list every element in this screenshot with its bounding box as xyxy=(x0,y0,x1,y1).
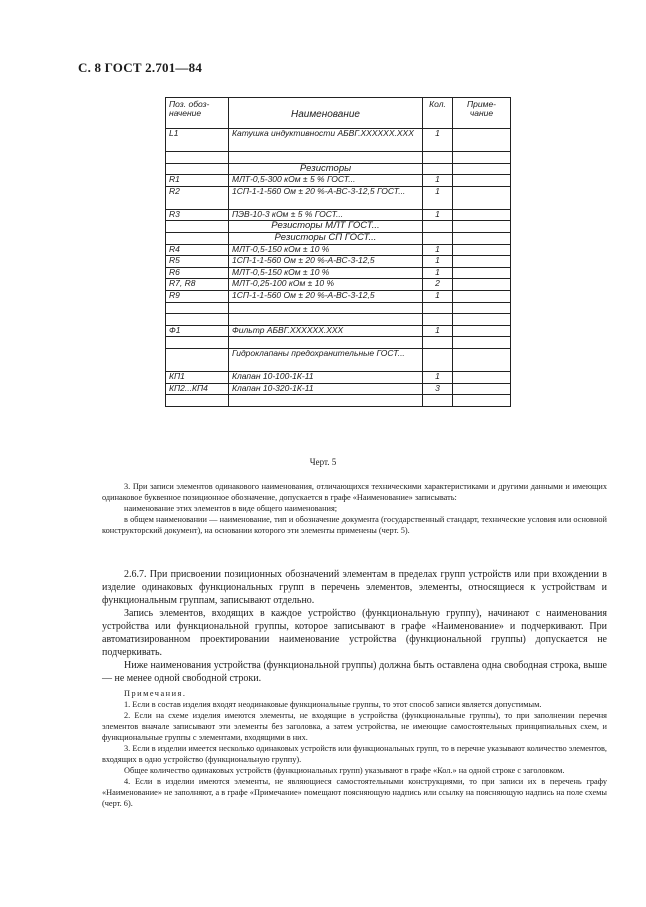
cell-name xyxy=(229,152,423,164)
figure-caption: Черт. 5 xyxy=(309,457,337,467)
cell-pos xyxy=(166,337,229,349)
cell-name: 1СП-1-1-560 Ом ± 20 %-А-ВС-3-12,5 xyxy=(229,290,423,302)
cell-note xyxy=(453,383,511,395)
col-header-name: Наименование xyxy=(229,98,423,129)
cell-qty xyxy=(423,302,453,314)
cell-pos: R1 xyxy=(166,175,229,187)
table-row xyxy=(166,256,511,268)
cell-name: Клапан 10-320-1К-11 xyxy=(229,383,423,395)
table-row xyxy=(166,186,511,209)
col-header-qty: Кол. xyxy=(423,98,453,129)
table-row xyxy=(166,395,511,407)
elements-table xyxy=(165,97,511,407)
cell-note xyxy=(453,314,511,326)
cell-qty xyxy=(423,152,453,164)
table-row xyxy=(166,290,511,302)
cell-qty: 1 xyxy=(423,244,453,256)
cell-qty: 1 xyxy=(423,175,453,187)
cell-pos: R7, R8 xyxy=(166,279,229,291)
cell-qty xyxy=(423,163,453,175)
cell-pos xyxy=(166,152,229,164)
cell-name xyxy=(229,337,423,349)
cell-pos xyxy=(166,314,229,326)
cell-name: Резисторы СП ГОСТ... xyxy=(229,232,423,244)
cell-name: МЛТ-0,25-100 кОм ± 10 % xyxy=(229,279,423,291)
cell-qty xyxy=(423,395,453,407)
cell-name: Клапан 10-100-1К-11 xyxy=(229,371,423,383)
table-row xyxy=(166,221,511,233)
cell-note xyxy=(453,371,511,383)
cell-pos: КП1 xyxy=(166,371,229,383)
cell-note xyxy=(453,302,511,314)
cell-pos: R2 xyxy=(166,186,229,209)
cell-pos: R4 xyxy=(166,244,229,256)
table-row xyxy=(166,325,511,337)
notes-block xyxy=(102,688,607,809)
cell-note xyxy=(453,244,511,256)
cell-note xyxy=(453,290,511,302)
cell-name xyxy=(229,314,423,326)
text-line: 3. При записи элементов одинакового наименования, отличающихся техническими характеристиками и другими данными и имеющих одинаковое буквенное позиционное обозначение, допускается в графе «Наименование» записывать: xyxy=(102,482,607,502)
col-header-note: Приме-чание xyxy=(453,98,511,129)
cell-note xyxy=(453,279,511,291)
table-row xyxy=(166,175,511,187)
cell-name xyxy=(229,302,423,314)
note-item: 1. Если в состав изделия входят неодинаковые функциональные группы, то этот способ записи является допустимым. xyxy=(124,700,542,709)
cell-note xyxy=(453,221,511,233)
table-row xyxy=(166,232,511,244)
section-2-6-7 xyxy=(102,568,607,685)
notes-title: Примечания. xyxy=(124,689,187,698)
cell-qty: 1 xyxy=(423,371,453,383)
cell-pos xyxy=(166,348,229,371)
cell-name: Катушка индуктивности АБВГ.XXXXXX.XXX xyxy=(229,129,423,152)
cell-pos: R5 xyxy=(166,256,229,268)
table-row xyxy=(166,314,511,326)
cell-qty xyxy=(423,232,453,244)
cell-pos: R3 xyxy=(166,209,229,221)
table-row xyxy=(166,267,511,279)
cell-pos: Ф1 xyxy=(166,325,229,337)
col-header-pos: Поз. обоз-начение xyxy=(166,98,229,129)
cell-note xyxy=(453,232,511,244)
cell-name: ПЭВ-10-3 кОм ± 5 % ГОСТ... xyxy=(229,209,423,221)
cell-note xyxy=(453,337,511,349)
table-row xyxy=(166,244,511,256)
cell-qty: 1 xyxy=(423,325,453,337)
cell-pos xyxy=(166,302,229,314)
table-row xyxy=(166,371,511,383)
table-row xyxy=(166,302,511,314)
table-row xyxy=(166,163,511,175)
cell-name: МЛТ-0,5-150 кОм ± 10 % xyxy=(229,267,423,279)
cell-name: Резисторы xyxy=(229,163,423,175)
cell-name: Фильтр АБВГ.XXXXXX.XXX xyxy=(229,325,423,337)
table-header-row xyxy=(166,98,511,129)
note-item: 4. Если в изделии имеются элементы, не являющиеся самостоятельными конструкциями, то при записи их в перечень графу «Наименование» не заполняют, а в графе «Примечание» помещают поясняющую надпись или ссылку на поясняющую надпись на поле схемы (черт. 6). xyxy=(102,777,607,808)
note-item: 2. Если на схеме изделия имеются элементы, не входящие в устройства (функциональные группы), то при заполнении перечня элементов вначале записывают эти элементы без заголовка, а затем устройства, не имеющие самостоятельных принципиальных схем, и функциональные группы с элементами, входящими в них. xyxy=(102,711,607,742)
cell-name: Гидроклапаны предохранительные ГОСТ... xyxy=(229,348,423,371)
cell-name: 1СП-1-1-560 Ом ± 20 %-А-ВС-3-12,5 ГОСТ... xyxy=(229,186,423,209)
cell-pos xyxy=(166,221,229,233)
cell-note xyxy=(453,348,511,371)
cell-qty xyxy=(423,337,453,349)
cell-pos: L1 xyxy=(166,129,229,152)
cell-qty xyxy=(423,348,453,371)
text-line: Ниже наименования устройства (функциональной группы) должна быть оставлена одна свободная строка, выше — не менее одной свободной строки. xyxy=(102,660,607,684)
cell-pos xyxy=(166,163,229,175)
table-row xyxy=(166,129,511,152)
cell-qty: 1 xyxy=(423,129,453,152)
page-header: С. 8 ГОСТ 2.701—84 xyxy=(78,60,203,75)
cell-note xyxy=(453,152,511,164)
cell-pos xyxy=(166,395,229,407)
paragraph-3 xyxy=(102,481,607,536)
cell-qty: 1 xyxy=(423,209,453,221)
cell-note xyxy=(453,267,511,279)
cell-name: 1СП-1-1-560 Ом ± 20 %-А-ВС-3-12,5 xyxy=(229,256,423,268)
cell-qty: 3 xyxy=(423,383,453,395)
cell-pos: КП2...КП4 xyxy=(166,383,229,395)
cell-name: Резисторы МЛТ ГОСТ... xyxy=(229,221,423,233)
text-line: в общем наименовании — наименование, тип и обозначение документа (государственный стандарт, технические условия или основной конструкторский документ), на основании которого эти элементы применены (черт. 5). xyxy=(102,515,607,535)
cell-note xyxy=(453,186,511,209)
cell-qty: 1 xyxy=(423,186,453,209)
table-row xyxy=(166,152,511,164)
cell-note xyxy=(453,325,511,337)
cell-name: МЛТ-0,5-150 кОм ± 10 % xyxy=(229,244,423,256)
cell-qty: 1 xyxy=(423,256,453,268)
cell-pos: R9 xyxy=(166,290,229,302)
table-row xyxy=(166,279,511,291)
cell-note xyxy=(453,163,511,175)
cell-qty xyxy=(423,314,453,326)
table-row xyxy=(166,348,511,371)
note-item: Общее количество одинаковых устройств (функциональных групп) указывают в графе «Кол.» на одной строке с заголовком. xyxy=(124,766,565,775)
text-line: 2.6.7. При присвоении позиционных обозначений элементам в пределах групп устройств или при вхождении в изделие одинаковых функциональных групп в перечень элементов, элементы, относящиеся к устройствам и функциональным группам, записывают отдельно. xyxy=(102,569,607,606)
cell-qty: 2 xyxy=(423,279,453,291)
cell-name: МЛТ-0,5-300 кОм ± 5 % ГОСТ... xyxy=(229,175,423,187)
table-row xyxy=(166,383,511,395)
cell-note xyxy=(453,395,511,407)
cell-note xyxy=(453,175,511,187)
cell-qty: 1 xyxy=(423,267,453,279)
table-row xyxy=(166,337,511,349)
table-body xyxy=(166,129,511,407)
cell-qty: 1 xyxy=(423,290,453,302)
cell-note xyxy=(453,209,511,221)
cell-note xyxy=(453,256,511,268)
text-line: Запись элементов, входящих в каждое устройство (функциональную группу), начинают с наименования устройства или функциональной группы, которое записывают в графе «Наименование» и подчеркивают. При автоматизированном проектировании наименование устройства (функциональной группы) допускается не подчеркивать. xyxy=(102,608,607,658)
note-item: 3. Если в изделии имеется несколько одинаковых устройств или функциональных групп, то в перечне указывают количество элементов, входящих в одно устройство (функциональную группу). xyxy=(102,744,607,764)
cell-name xyxy=(229,395,423,407)
cell-qty xyxy=(423,221,453,233)
text-line: наименование этих элементов в виде общего наименования; xyxy=(124,504,338,513)
cell-note xyxy=(453,129,511,152)
table-row xyxy=(166,209,511,221)
cell-pos xyxy=(166,232,229,244)
cell-pos: R6 xyxy=(166,267,229,279)
